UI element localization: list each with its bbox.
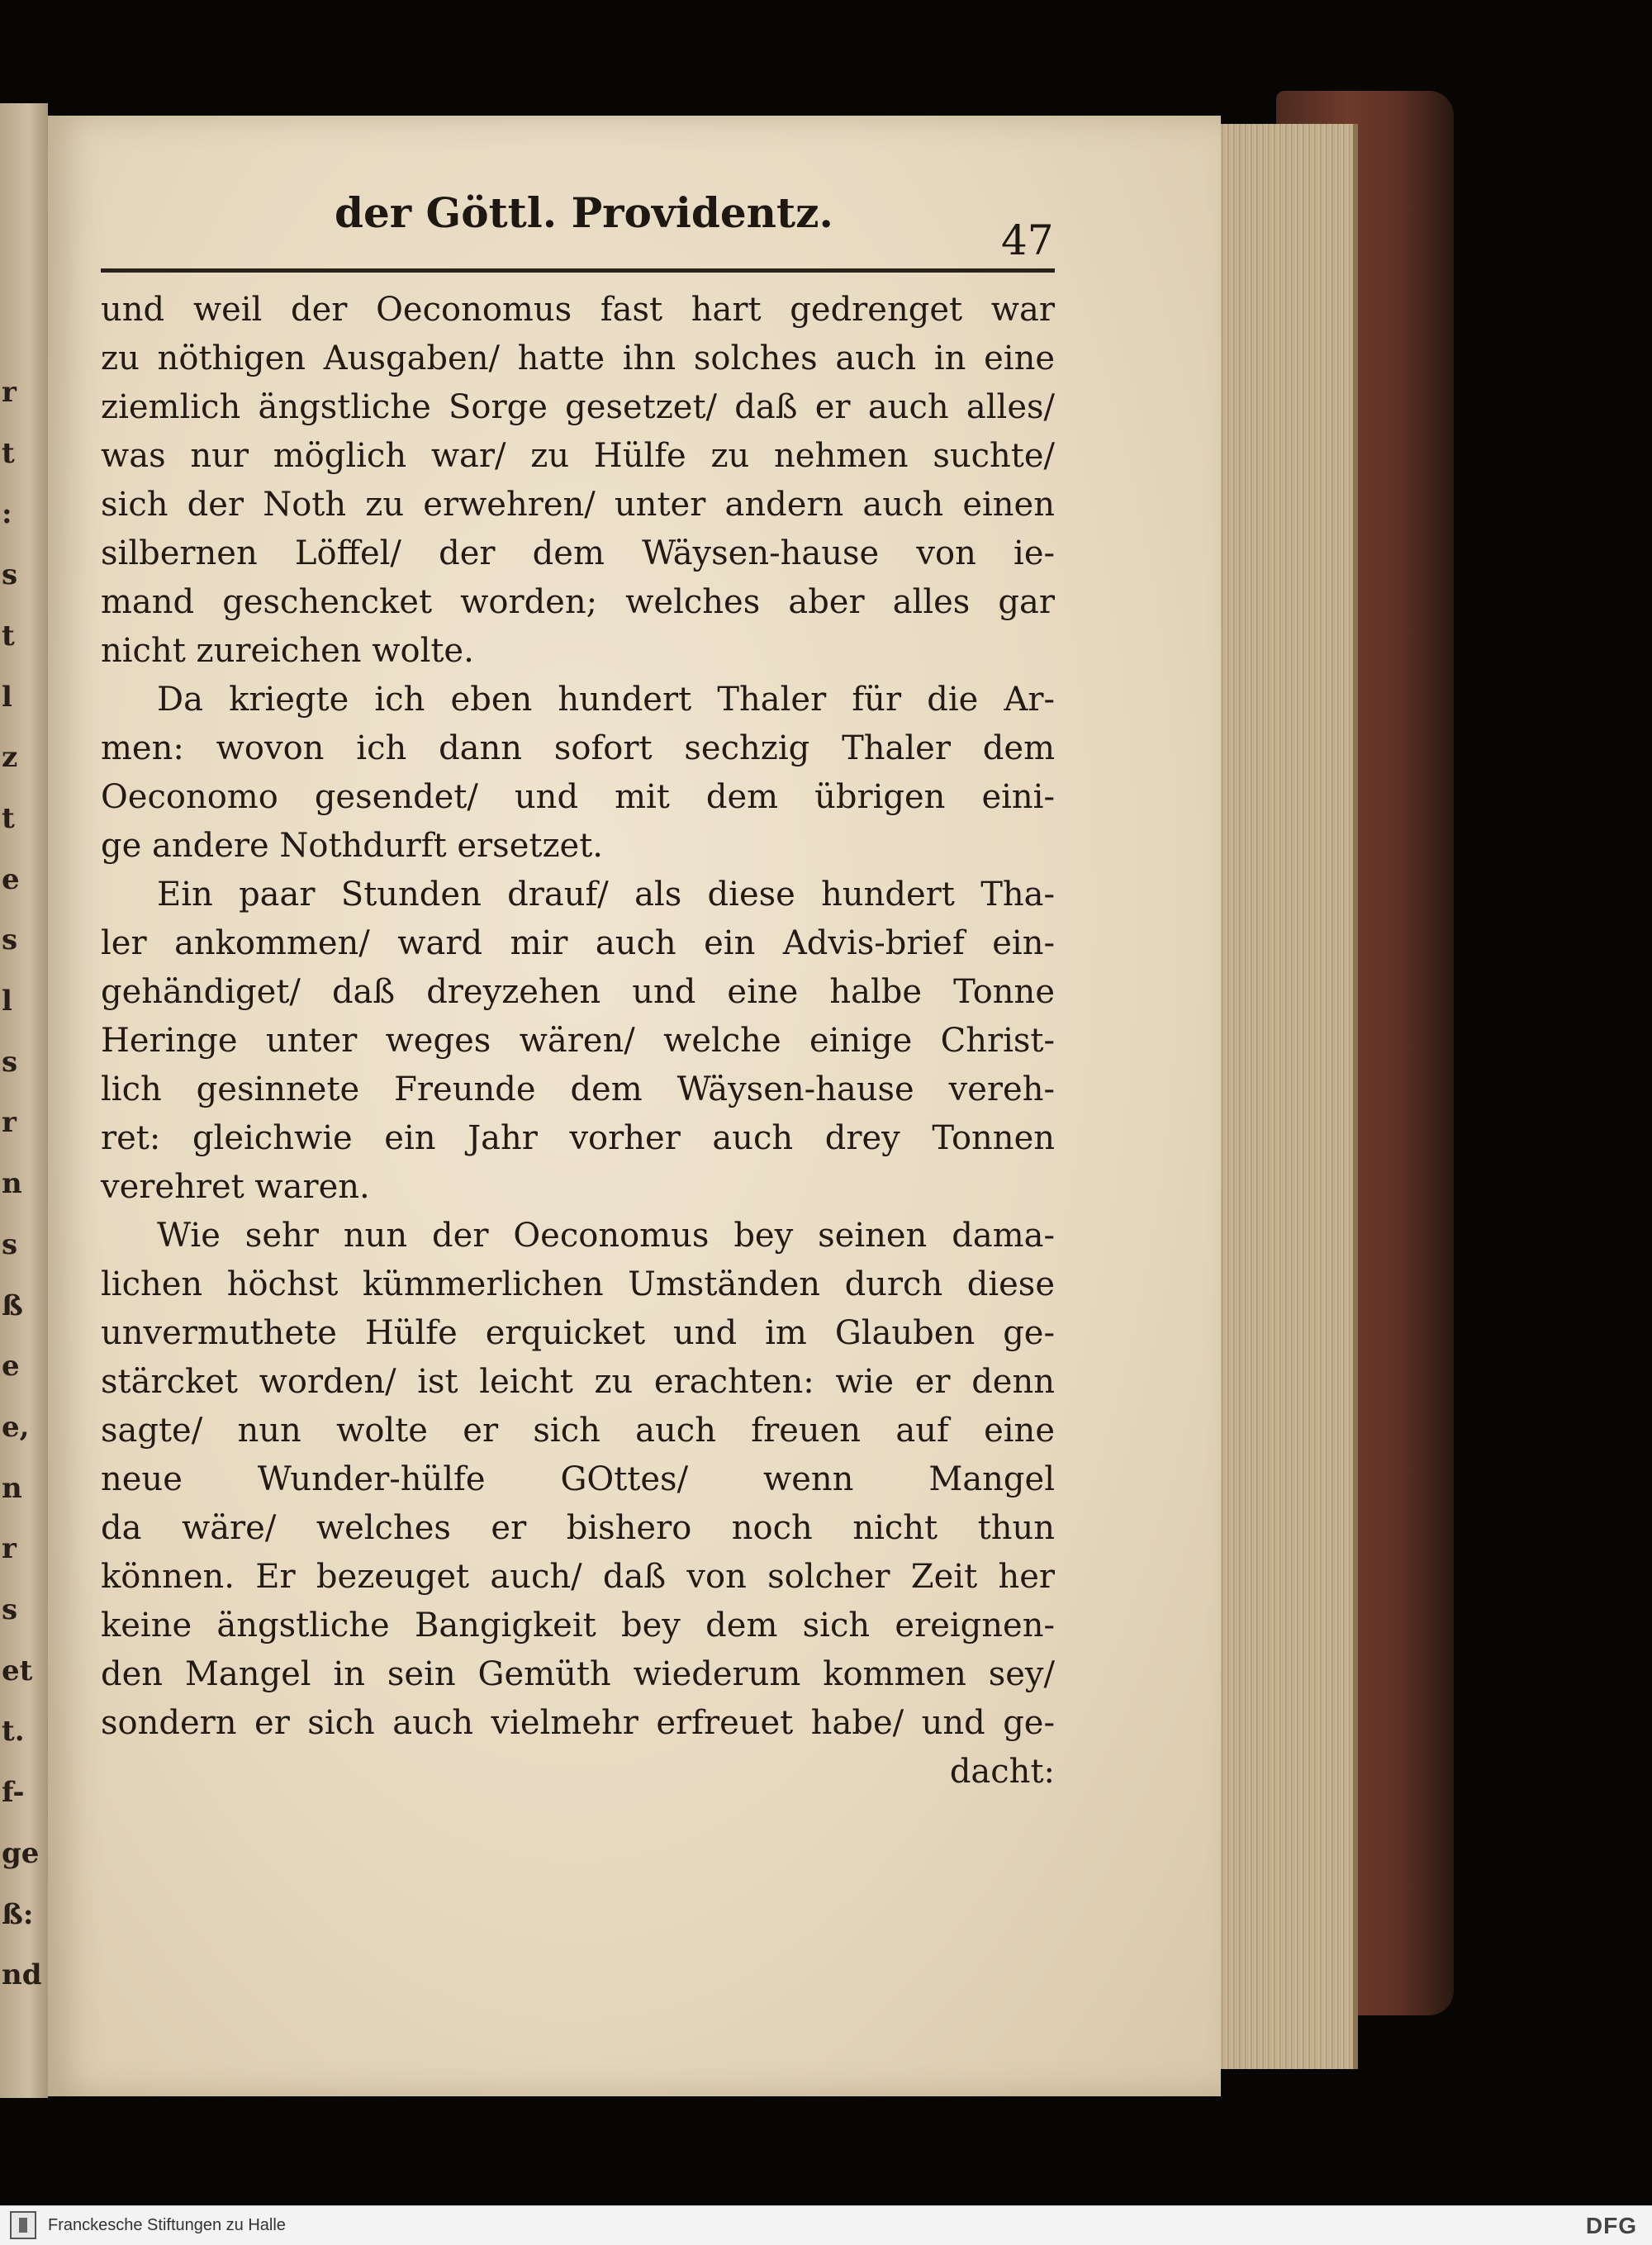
institution-logo-icon <box>10 2211 36 2239</box>
text-line: Heringe unter weges wären/ welche einige Christ- <box>101 1022 1055 1060</box>
text-line: lich gesinnete Freunde dem Wäysen-hause vereh- <box>101 1070 1055 1108</box>
text-line: gehändiget/ daß dreyzehen und eine halbe Tonne <box>101 973 1055 1011</box>
text-line: mand geschencket worden; welches aber alles gar <box>101 583 1055 621</box>
left-page-char: e <box>2 1350 20 1383</box>
text-line: Oeconomo gesendet/ und mit dem übrigen eini- <box>101 778 1055 816</box>
left-page-char: t <box>2 437 15 470</box>
left-page-char: n <box>2 1167 22 1200</box>
text-line: silbernen Löffel/ der dem Wäysen-hause von ie- <box>101 534 1055 572</box>
institution-name: Franckesche Stiftungen zu Halle <box>48 2216 286 2234</box>
left-page-char: z <box>2 741 18 774</box>
text-line: können. Er bezeuget auch/ daß von solcher Zeit her <box>101 1558 1055 1596</box>
left-page-fragment <box>0 103 48 2098</box>
text-line: men: wovon ich dann sofort sechzig Thaler dem <box>101 729 1055 767</box>
text-line: ziemlich ängstliche Sorge gesetzet/ daß er auch alles/ <box>101 388 1055 426</box>
text-line: ge andere Nothdurft ersetzet. <box>101 827 603 865</box>
left-page-char: : <box>2 497 12 530</box>
left-page-char: e, <box>2 1411 30 1444</box>
left-page-char: ß: <box>2 1898 34 1931</box>
text-line: den Mangel in sein Gemüth wiederum kommen sey/ <box>101 1655 1055 1693</box>
left-page-char: f- <box>2 1776 25 1809</box>
left-page-text <box>2 376 45 2028</box>
left-page-char: l <box>2 985 12 1018</box>
text-line: keine ängstliche Bangigkeit bey dem sich ereignen- <box>101 1607 1055 1645</box>
text-line: ler ankommen/ ward mir auch ein Advis-brief ein- <box>101 924 1055 962</box>
left-page-char: t <box>2 619 15 653</box>
text-line: da wäre/ welches er bishero noch nicht thun <box>101 1509 1055 1547</box>
left-page-char: t <box>2 802 15 835</box>
left-page-char: et <box>2 1654 33 1687</box>
left-page-char: s <box>2 558 18 591</box>
page-edges <box>1213 124 1358 2069</box>
text-line: und weil der Oeconomus fast hart gedrenget war <box>101 291 1055 329</box>
left-page-char: ge <box>2 1837 40 1870</box>
text-line: zu nöthigen Ausgaben/ hatte ihn solches auch in eine <box>101 339 1055 377</box>
left-page-char: nd <box>2 1958 42 1991</box>
left-page-char: s <box>2 1593 18 1626</box>
left-page-char: e <box>2 863 20 896</box>
catchword: dacht: <box>949 1753 1055 1791</box>
viewer-footer <box>0 2205 1652 2245</box>
text-line: neue Wunder-hülfe GOttes/ wenn Mangel <box>101 1460 1055 1498</box>
left-page-char: l <box>2 681 12 714</box>
text-line: Wie sehr nun der Oeconomus bey seinen dama- <box>157 1217 1055 1255</box>
text-line: lichen höchst kümmerlichen Umständen durch diese <box>101 1265 1055 1303</box>
page-number: 47 <box>1001 216 1054 264</box>
left-page-char: r <box>2 376 17 409</box>
text-line: unvermuthete Hülfe erquicket und im Glauben ge- <box>101 1314 1055 1352</box>
header-rule <box>101 268 1055 273</box>
text-line: verehret waren. <box>101 1168 370 1206</box>
text-line: sich der Noth zu erwehren/ unter andern auch einen <box>101 486 1055 524</box>
left-page-char: r <box>2 1532 17 1565</box>
body-text <box>101 286 1055 1796</box>
text-line: Da kriegte ich eben hundert Thaler für die Ar- <box>157 681 1055 719</box>
text-line: sondern er sich auch vielmehr erfreuet habe/ und ge- <box>101 1704 1055 1742</box>
text-line: was nur möglich war/ zu Hülfe zu nehmen suchte/ <box>101 437 1055 475</box>
left-page-char: n <box>2 1472 22 1505</box>
text-line: stärcket worden/ ist leicht zu erachten: wie er denn <box>101 1363 1055 1401</box>
text-line: Ein paar Stunden drauf/ als diese hundert Tha- <box>157 876 1055 914</box>
left-page-char: s <box>2 1228 18 1261</box>
left-page-char: ß <box>2 1289 23 1322</box>
left-page-char: r <box>2 1106 17 1139</box>
left-page-char: s <box>2 1046 18 1079</box>
running-header: der Göttl. Providentz. <box>335 188 833 237</box>
text-line: nicht zureichen wolte. <box>101 632 474 670</box>
text-line: ret: gleichwie ein Jahr vorher auch drey Tonnen <box>101 1119 1055 1157</box>
left-page-char: s <box>2 923 18 956</box>
dfg-logo: DFG <box>1585 2213 1637 2238</box>
left-page-char: t. <box>2 1715 25 1748</box>
text-line: sagte/ nun wolte er sich auch freuen auf eine <box>101 1412 1055 1450</box>
